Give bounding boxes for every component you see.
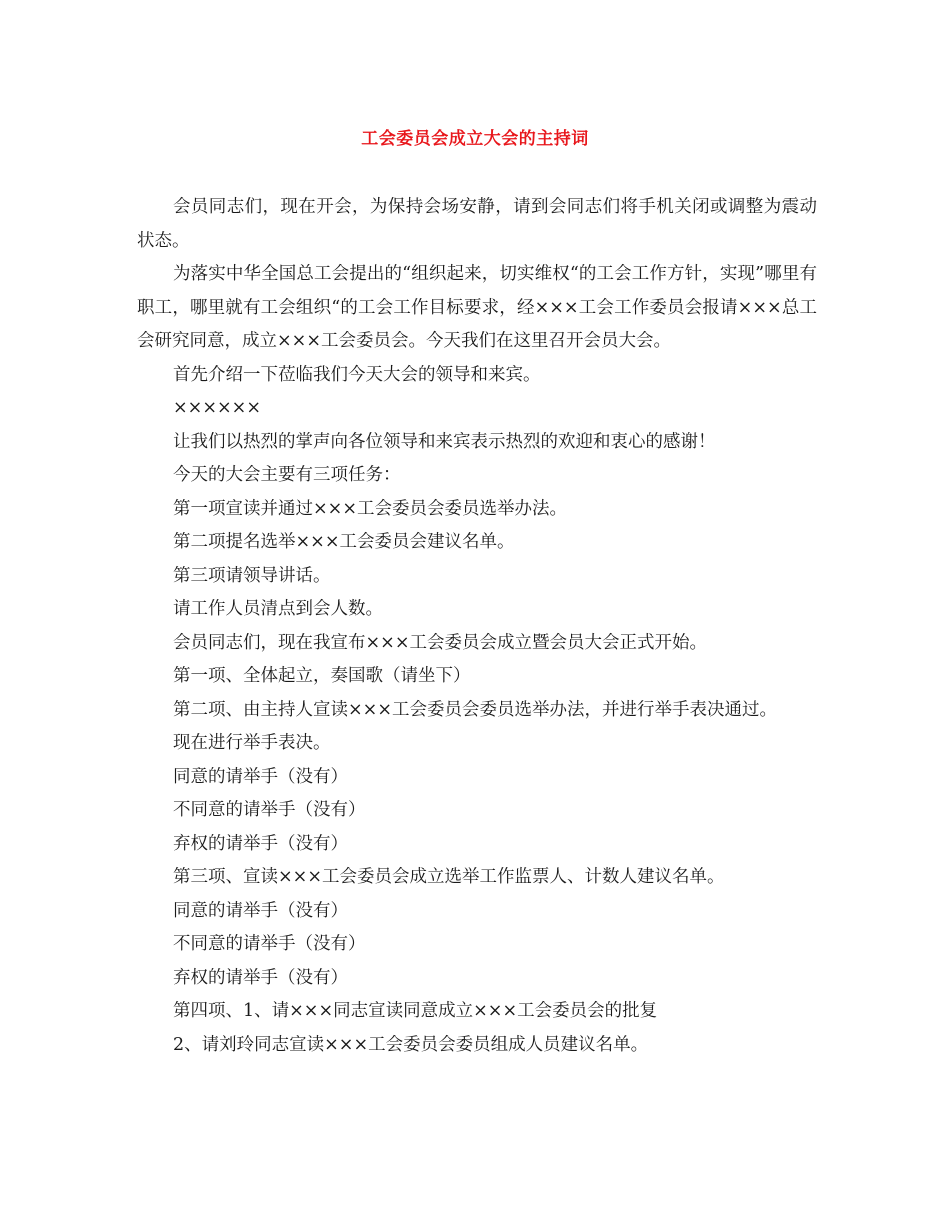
paragraph: 不同意的请举手（没有） — [173, 800, 366, 820]
paragraph: 第二项提名选举×××工会委员会建议名单。 — [173, 532, 515, 552]
paragraph: 会员同志们，现在开会，为保持会场安静，请到会同志们将手机关闭或调整为震动状态。 — [137, 197, 817, 251]
paragraph: 弃权的请举手（没有） — [173, 833, 348, 854]
paragraph: 让我们以热烈的掌声向各位领导和来宾表示热烈的欢迎和衷心的感谢！ — [173, 431, 716, 452]
paragraph: 现在进行举手表决。 — [173, 733, 331, 753]
paragraph: 会员同志们，现在我宣布×××工会委员会成立暨会员大会正式开始。 — [173, 632, 707, 653]
paragraph: 第三项、宣读×××工会委员会成立选举工作监票人、计数人建议名单。 — [173, 867, 725, 887]
document-body — [137, 191, 817, 1062]
paragraph: 第一项、全体起立，奏国歌（请坐下） — [173, 666, 471, 686]
paragraph: 同意的请举手（没有） — [173, 900, 348, 921]
document-title: 工会委员会成立大会的主持词 — [361, 129, 589, 149]
paragraph: 第三项请领导讲话。 — [173, 565, 331, 586]
paragraph: 今天的大会主要有三项任务： — [173, 465, 401, 485]
paragraph: ×××××× — [173, 398, 261, 418]
paragraph: 首先介绍一下莅临我们今天大会的领导和来宾。 — [173, 364, 541, 385]
paragraph: 弃权的请举手（没有） — [173, 967, 348, 988]
paragraph: 第四项、1、请×××同志宣读同意成立×××工会委员会的批复 — [173, 1001, 658, 1021]
paragraph: 请工作人员清点到会人数。 — [173, 599, 383, 619]
paragraph: 为落实中华全国总工会提出的“组织起来，切实维权“的工会工作方针，实现”哪里有职工，哪里就有工会组织“的工会工作目标要求，经×××工会工作委员会报请×××总工会研究同意，成立×××工会委员会。今天我们在这里召开会员大会。 — [137, 264, 817, 351]
paragraph: 同意的请举手（没有） — [173, 766, 348, 787]
paragraph: 2、请刘玲同志宣读×××工会委员会委员组成人员建议名单。 — [173, 1034, 649, 1055]
paragraph: 第一项宣读并通过×××工会委员会委员选举办法。 — [173, 498, 567, 519]
paragraph: 第二项、由主持人宣读×××工会委员会委员选举办法，并进行举手表决通过。 — [173, 699, 777, 720]
paragraph: 不同意的请举手（没有） — [173, 934, 366, 954]
